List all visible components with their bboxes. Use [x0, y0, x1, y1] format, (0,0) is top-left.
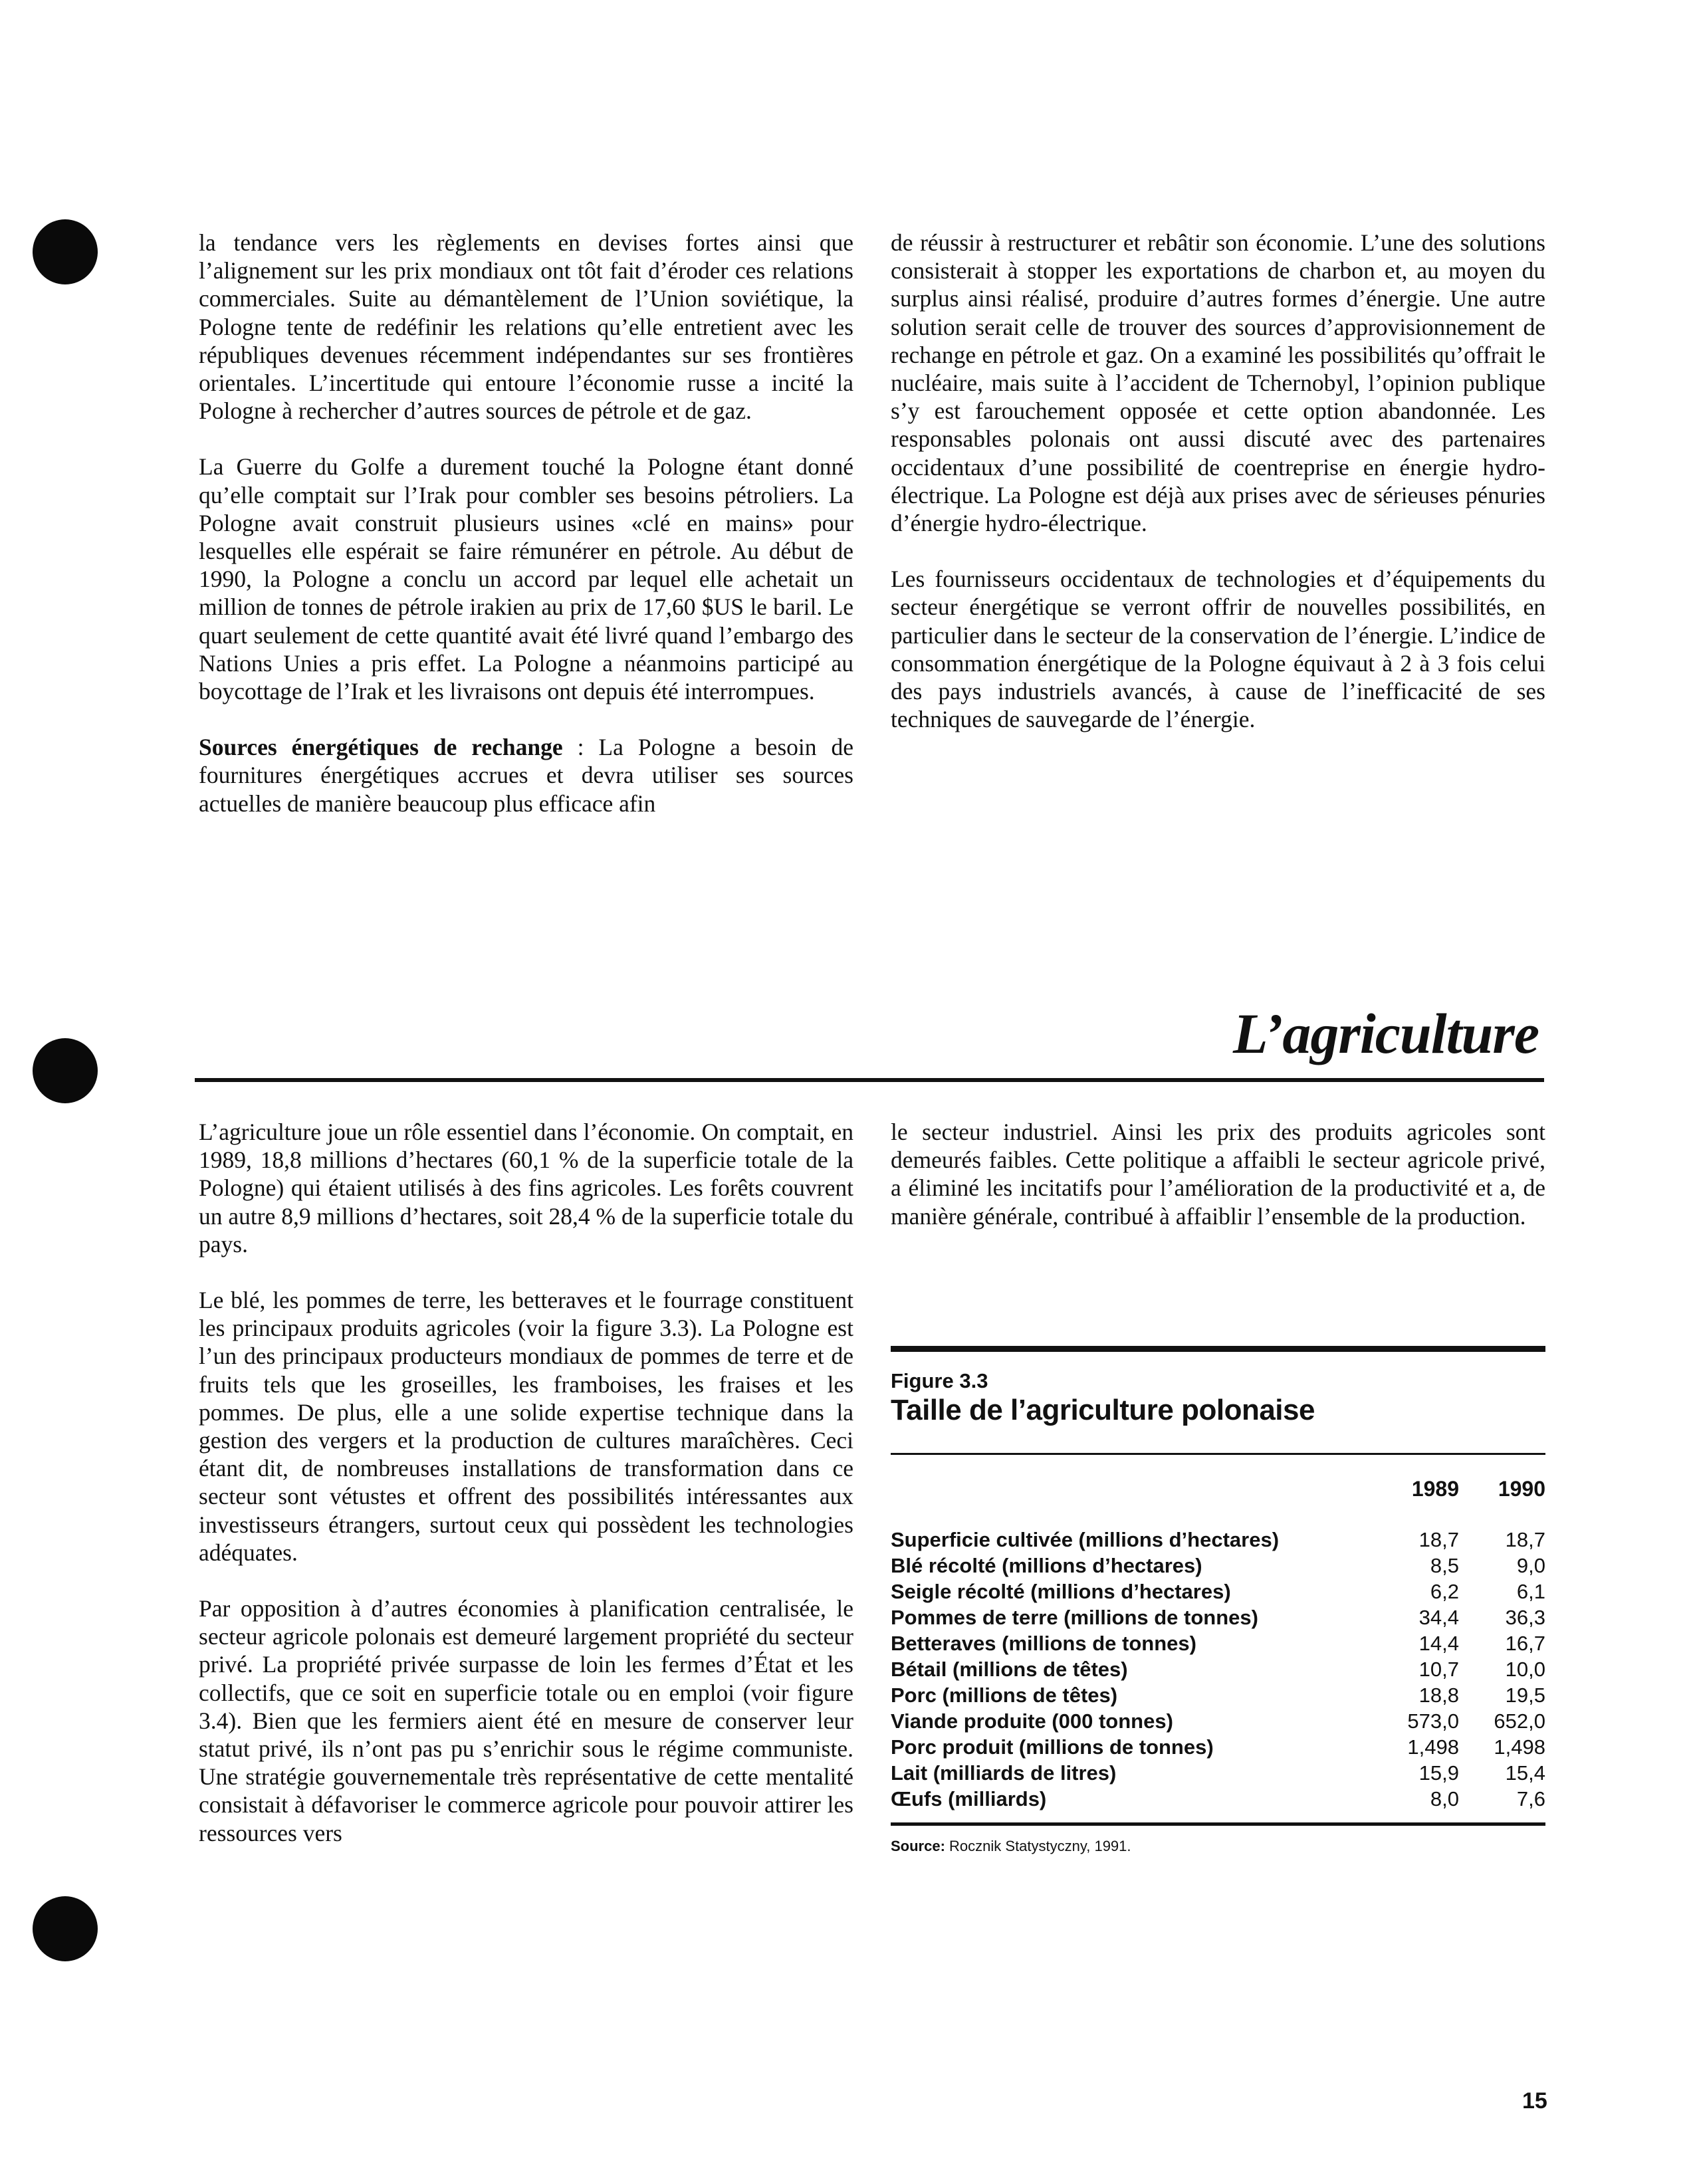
binder-hole-top — [33, 219, 98, 284]
value-1989: 14,4 — [1418, 1632, 1459, 1655]
row-label: Betteraves (millions de tonnes) — [891, 1632, 1196, 1655]
figure-label: Figure 3.3 — [891, 1369, 988, 1392]
value-1990: 36,3 — [1505, 1606, 1545, 1629]
table-header-blank — [891, 1476, 1356, 1527]
source-text: Rocznik Statystyczny, 1991. — [945, 1838, 1131, 1854]
column-agriculture-left — [199, 1118, 853, 1847]
table-row — [891, 1630, 1545, 1656]
row-label: Bétail (millions de têtes) — [891, 1658, 1128, 1681]
table-row — [891, 1656, 1545, 1682]
figure-rule-top — [891, 1346, 1545, 1352]
figure-source — [891, 1838, 1545, 1855]
row-label: Viande produite (000 tonnes) — [891, 1709, 1173, 1733]
paragraph — [199, 733, 853, 818]
value-1990: 18,7 — [1505, 1528, 1545, 1551]
value-1989: 1,498 — [1407, 1735, 1459, 1759]
table-row — [891, 1579, 1545, 1604]
table-row — [891, 1553, 1545, 1579]
paragraph: L’agriculture joue un rôle essentiel dans l’économie. On comptait, en 1989, 18,8 millions d’hectares (60,1 % de la superficie totale de la Pologne) qui étaient utilisés à des fins agricoles. Les forêts couvrent un autre 8,9 millions d’hectares, soit 28,4 % de la superficie totale du pays. — [199, 1119, 853, 1257]
binder-hole-middle — [33, 1038, 98, 1103]
table-row — [891, 1786, 1545, 1812]
row-label: Seigle récolté (millions d’hectares) — [891, 1580, 1231, 1603]
table-row — [891, 1708, 1545, 1734]
figure-rule-middle — [891, 1453, 1545, 1455]
value-1990: 15,4 — [1505, 1761, 1545, 1785]
value-1989: 8,0 — [1430, 1787, 1459, 1810]
table-header-1989: 1989 — [1411, 1477, 1459, 1501]
value-1990: 16,7 — [1505, 1632, 1545, 1655]
paragraph: La Guerre du Golfe a durement touché la Pologne étant donné qu’elle comptait sur l’Irak pour combler ses besoins pétroliers. La Pologne avait construit plusieurs usines «clé en mains» pour lesquelles elle espérait se faire rémunérer en pétrole. Au début de 1990, la Pologne a conclu un accord par lequel elle achetait un million de tonnes de pétrole irakien au prix de 17,60 $US le baril. Le quart seulement de cette quantité avait été livré quand l’embargo des Nations Unies a pris effet. La Pologne a néanmoins participé au boycottage de l’Irak et les livraisons ont depuis été interrompues. — [199, 453, 853, 705]
paragraph: de réussir à restructurer et rebâtir son économie. L’une des solutions consisterait à stopper les exportations de charbon et, au moyen du surplus ainsi réalisé, produire d’autres formes d’énergie. Une autre solution serait celle de trouver des sources d’approvisionnement de rechange en pétrole et gaz. On a examiné les possibilités qu’offrait le nucléaire, mais suite à l’accident de Tchernobyl, l’opinion publique s’y est farouchement opposée et cette option abandonnée. Les responsables polonais ont aussi discuté avec des partenaires occidentaux d’une possibilité de coentreprise en énergie hydro-électrique. La Pologne est déjà aux prises avec de sérieuses pénuries d’énergie hydro-électrique. — [891, 229, 1545, 537]
figure-3-3 — [891, 1346, 1545, 1855]
table-row — [891, 1682, 1545, 1708]
table-header-row — [891, 1476, 1545, 1527]
value-1990: 652,0 — [1494, 1709, 1545, 1733]
value-1989: 10,7 — [1418, 1658, 1459, 1681]
row-label: Pommes de terre (millions de tonnes) — [891, 1606, 1258, 1629]
value-1990: 10,0 — [1505, 1658, 1545, 1681]
figure-rule-bottom — [891, 1822, 1545, 1826]
column-agriculture-right — [891, 1118, 1545, 1230]
row-label: Œufs (milliards) — [891, 1787, 1047, 1810]
value-1990: 19,5 — [1505, 1684, 1545, 1707]
binder-hole-bottom — [33, 1896, 98, 1961]
value-1989: 34,4 — [1418, 1606, 1459, 1629]
value-1989: 18,8 — [1418, 1684, 1459, 1707]
table-header-1990: 1990 — [1498, 1477, 1545, 1501]
paragraph: Par opposition à d’autres économies à planification centralisée, le secteur agricole polonais est demeuré largement propriété du secteur privé. La propriété privée surpasse de loin les fermes d’État et les collectifs, que ce soit en superficie totale ou en emploi (voir figure 3.4). Bien que les fermiers aient été en mesure de conserver leur statut privé, ils n’ont pas pu s’enrichir sous le régime communiste. Une stratégie gouvernementale très représentative de cette mentalité consistait à défavoriser le commerce agricole pour pouvoir attirer les ressources vers — [199, 1595, 853, 1846]
row-label: Superficie cultivée (millions d’hectares) — [891, 1528, 1280, 1551]
value-1989: 6,2 — [1430, 1580, 1459, 1603]
row-label: Porc produit (millions de tonnes) — [891, 1735, 1214, 1759]
paragraph-lead: Sources énergétiques de rechange — [199, 734, 563, 761]
row-label: Lait (milliards de litres) — [891, 1761, 1117, 1785]
table-row — [891, 1527, 1545, 1553]
value-1990: 1,498 — [1494, 1735, 1545, 1759]
paragraph-body: : La Pologne a besoin de fournitures énergétiques accrues et devra utiliser ses sources actuelles de manière beaucoup plus efficace afin — [199, 734, 853, 817]
column-energy-left — [199, 229, 853, 818]
page-number: 15 — [1522, 2088, 1547, 2114]
value-1989: 18,7 — [1418, 1528, 1459, 1551]
section-title: L’agriculture — [1232, 1002, 1539, 1065]
table-row — [891, 1734, 1545, 1760]
value-1990: 7,6 — [1516, 1787, 1545, 1810]
value-1990: 6,1 — [1516, 1580, 1545, 1603]
paragraph: la tendance vers les règlements en devises fortes ainsi que l’alignement sur les prix mondiaux ont tôt fait d’éroder ces relations commerciales. Suite au démantèlement de l’Union soviétique, la Pologne tente de redéfinir les relations qu’elle entretient avec les républiques devenues récemment indépendantes sur ses frontières orientales. L’incertitude qui entoure l’économie russe a incité la Pologne à rechercher d’autres sources de pétrole et de gaz. — [199, 229, 853, 425]
column-energy-right — [891, 229, 1545, 733]
figure-title: Taille de l’agriculture polonaise — [891, 1394, 1315, 1426]
table-row — [891, 1760, 1545, 1786]
figure-table — [891, 1476, 1545, 1812]
paragraph: Le blé, les pommes de terre, les betteraves et le fourrage constituent les principaux produits agricoles (voir la figure 3.3). La Pologne est l’un des principaux producteurs mondiaux de pommes de terre et de fruits tels que les groseilles, les framboises, les fraises et les pommes. De plus, elle a une solide expertise technique dans la gestion des vergers et la production de cultures maraîchères. Ceci étant dit, de nombreuses installations de transformation dans ce secteur sont vétustes et offrent des possibilités intéressantes aux investisseurs étrangers, surtout ceux qui possèdent les technologies adéquates. — [199, 1287, 853, 1566]
paragraph: le secteur industriel. Ainsi les prix des produits agricoles sont demeurés faibles. Cette politique a affaibli le secteur agricole privé, a éliminé les incitatifs pour l’amélioration de la productivité et a, de manière générale, contribué à affaiblir l’ensemble de la production. — [891, 1119, 1545, 1230]
value-1989: 15,9 — [1418, 1761, 1459, 1785]
source-label: Source: — [891, 1838, 945, 1854]
value-1989: 573,0 — [1407, 1709, 1459, 1733]
table-row — [891, 1604, 1545, 1630]
value-1989: 8,5 — [1430, 1554, 1459, 1577]
value-1990: 9,0 — [1516, 1554, 1545, 1577]
section-rule — [195, 1078, 1544, 1082]
paragraph: Les fournisseurs occidentaux de technologies et d’équipements du secteur énergétique se verront offrir de nouvelles possibilités, en particulier dans le secteur de la conservation de l’énergie. L’indice de consommation énergétique de la Pologne équivaut à 2 à 3 fois celui des pays industriels avancés, à cause de l’inefficacité de ses techniques de sauvegarde de l’énergie. — [891, 566, 1545, 733]
row-label: Blé récolté (millions d’hectares) — [891, 1554, 1202, 1577]
row-label: Porc (millions de têtes) — [891, 1684, 1118, 1707]
